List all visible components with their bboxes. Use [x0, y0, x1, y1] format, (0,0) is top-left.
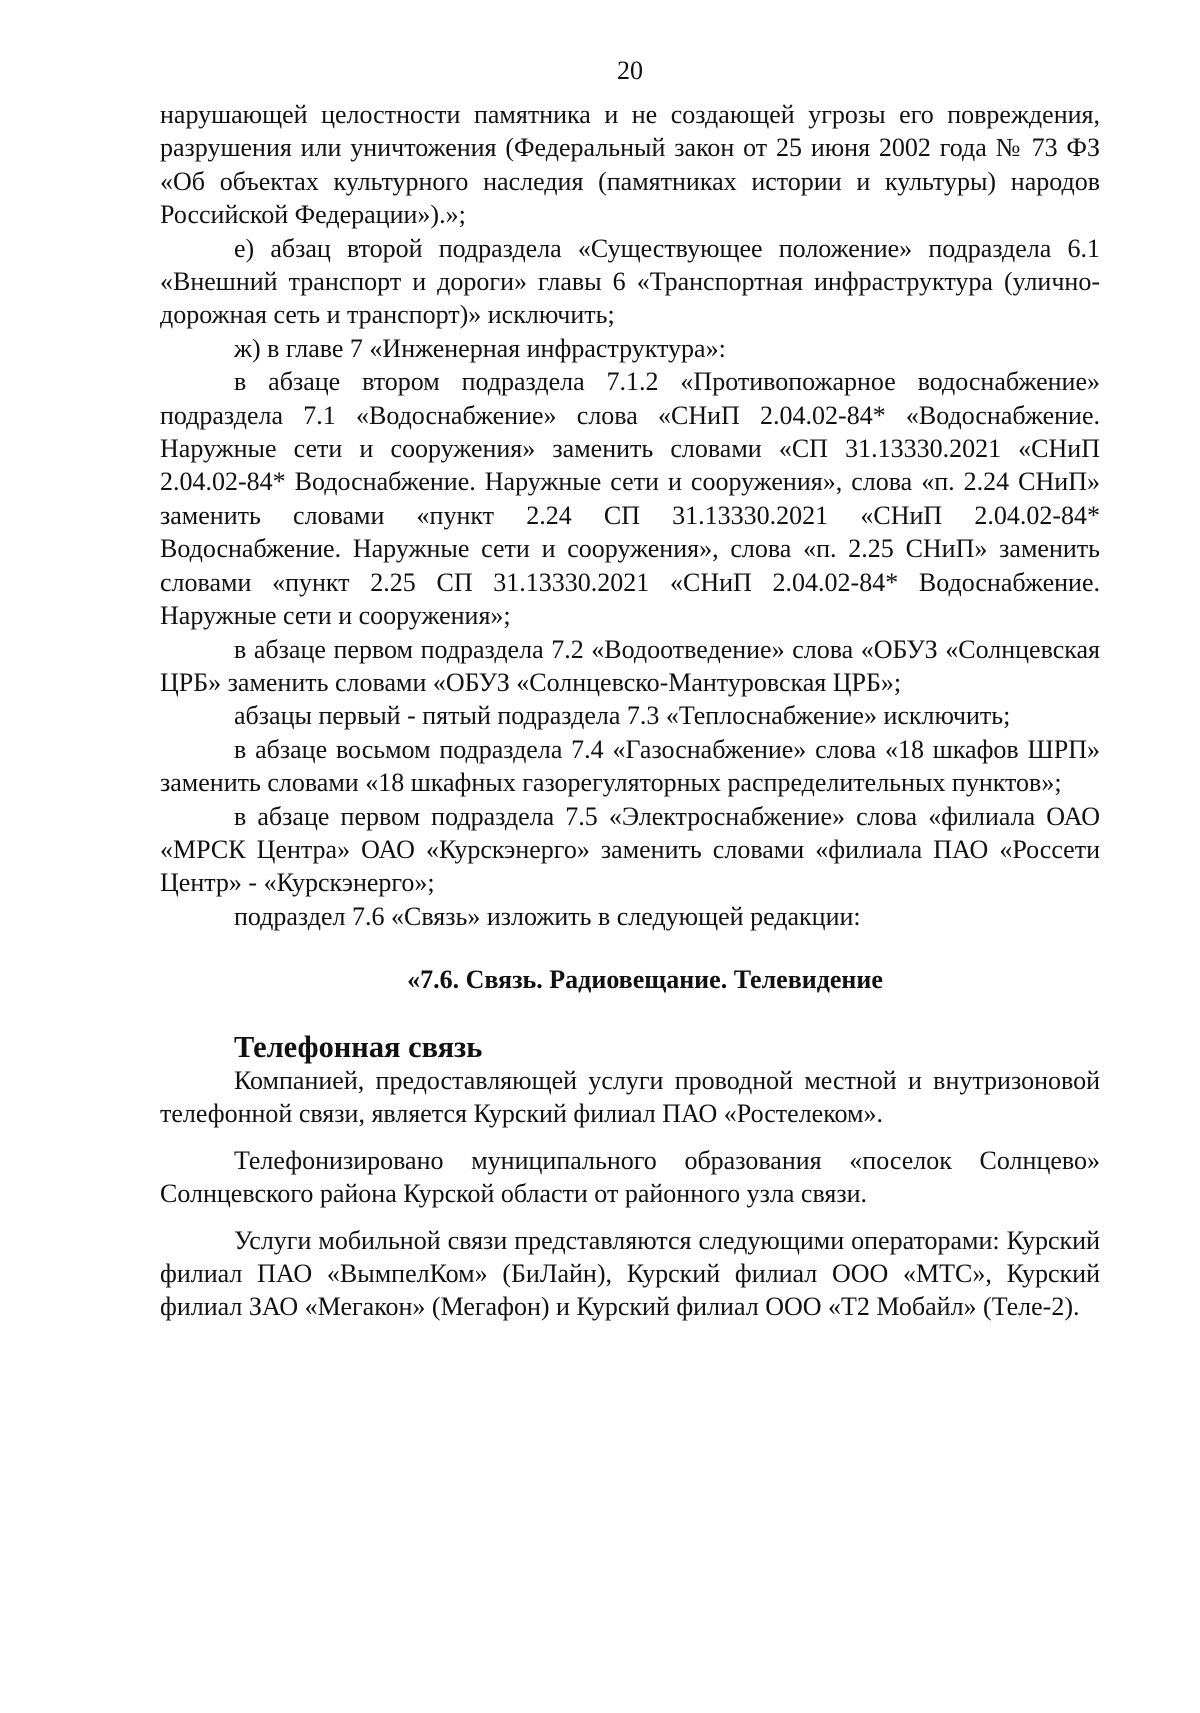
paragraph-mobile-operators: Услуги мобильной связи представляются следующими операторами: Курский филиал ПАО «ВымпелКом» (БиЛайн), Курский филиал ООО «МТС», Курский филиал ЗАО «Мегакон» (Мегафон) и Курский филиал ООО «Т2 Мобайл» (Теле-2).: [160, 1225, 1100, 1322]
paragraph-water-supply: в абзаце втором подраздела 7.1.2 «Противопожарное водоснабжение» подраздела 7.1 «Водоснабжение» слова «СНиП 2.04.02-84* «Водоснабжение. Наружные сети и сооружения» заменить словами «СП 31.13330.2021 «СНиП 2.04.02-84* Водоснабжение. Наружные сети и сооружения», слова «п. 2.24 СНиП» заменить словами «пункт 2.24 СП 31.13330.2021 «СНиП 2.04.02-84* Водоснабжение. Наружные сети и сооружения», слова «п. 2.25 СНиП» заменить словами «пункт 2.25 СП 31.13330.2021 «СНиП 2.04.02-84* Водоснабжение. Наружные сети и сооружения»;: [160, 367, 1100, 631]
paragraph-power-supply: в абзаце первом подраздела 7.5 «Электроснабжение» слова «филиала ОАО «МРСК Центра» ОАО «Курскэнерго» заменить словами «филиала ПАО «Россети Центр» - «Курскэнерго»;: [160, 801, 1100, 898]
paragraph-telephonization: Телефонизировано муниципального образования «поселок Солнцево» Солнцевского района Курской области от районного узла связи.: [160, 1145, 1100, 1209]
document-body: [160, 98, 1100, 1324]
subsection-heading: Телефонная связь: [234, 1029, 483, 1064]
paragraph-heat-supply: абзацы первый - пятый подраздела 7.3 «Теплоснабжение» исключить;: [234, 701, 1011, 731]
paragraph-drainage: в абзаце первом подраздела 7.2 «Водоотведение» слова «ОБУЗ «Солнцевская ЦРБ» заменить словами «ОБУЗ «Солнцевско-Мантуровская ЦРБ»;: [160, 634, 1100, 697]
paragraph-continuation: нарушающей целостности памятника и не создающей угрозы его повреждения, разрушения или уничтожения (Федеральный закон от 25 июня 2002 года № 73 ФЗ «Об объектах культурного наследия (памятниках истории и культуры) народов Российской Федерации»).»;: [160, 100, 1100, 230]
section-heading: «7.6. Связь. Радиовещание. Телевидение: [407, 965, 883, 995]
paragraph-communication: подраздел 7.6 «Связь» изложить в следующей редакции:: [234, 901, 861, 931]
paragraph-gas-supply: в абзаце восьмом подраздела 7.4 «Газоснабжение» слова «18 шкафов ШРП» заменить словами «18 шкафных газорегуляторных распределительных пунктов»;: [160, 734, 1100, 798]
paragraph-telephone-provider: Компанией, предоставляющей услуги проводной местной и внутризоновой телефонной связи, является Курский филиал ПАО «Ростелеком».: [160, 1065, 1100, 1129]
paragraph-item-zh: ж) в главе 7 «Инженерная инфраструктура»:: [234, 333, 726, 363]
page-number: 20: [617, 56, 643, 85]
paragraph-item-e: е) абзац второй подраздела «Существующее положение» подраздела 6.1 «Внешний транспорт и дороги» главы 6 «Транспортная инфраструктура (улично-дорожная сеть и транспорт)» исключить;: [160, 233, 1100, 330]
